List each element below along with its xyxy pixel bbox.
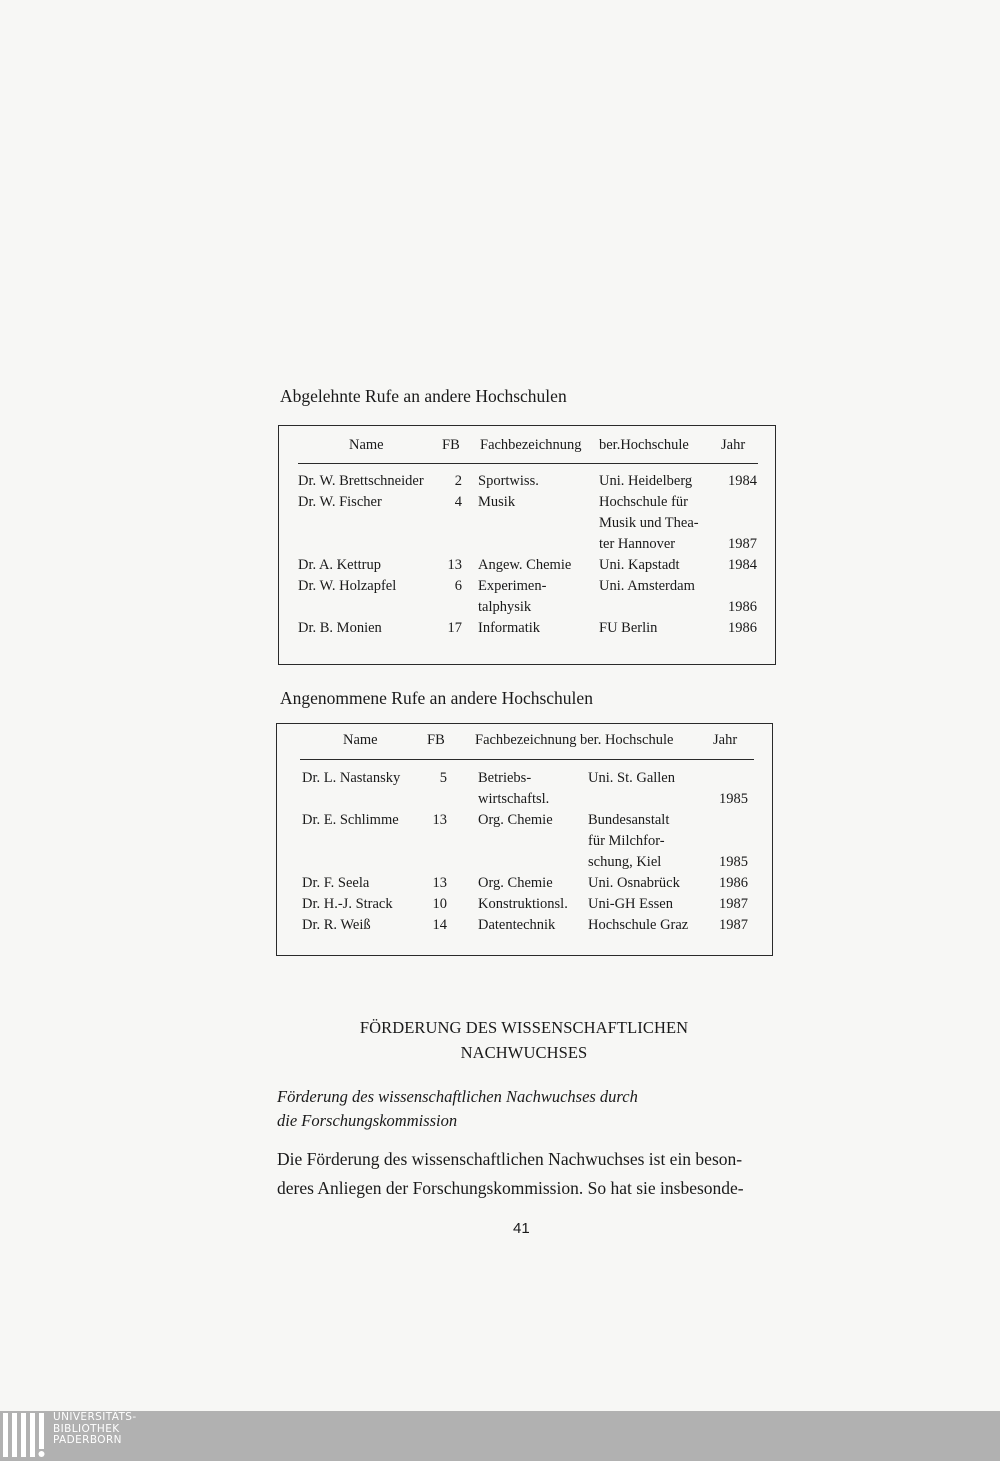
cell-hochschule: FU Berlin [599,620,658,636]
cell-fach: Konstruktionsl. [478,896,568,912]
cell-fach: Musik [478,494,516,510]
cell-fb: 14 [432,917,447,933]
cell-hochschule: Uni-GH Essen [588,896,673,912]
cell-fach: Informatik [478,620,541,636]
cell-fach: Betriebs- [478,770,532,786]
table-row [298,555,758,576]
cell-hochschule: Musik und Thea- [599,515,699,531]
cell-name: Dr. B. Monien [298,620,382,636]
section-heading-line1: FÖRDERUNG DES WISSENSCHAFTLICHEN [359,1018,689,1037]
cell-fach: Angew. Chemie [478,557,572,573]
header-fach: Fachbezeichnung [475,732,577,748]
cell-fb: 2 [454,473,462,489]
cell-hochschule: ter Hannover [599,536,676,552]
table-row [302,873,754,894]
header-name: Name [349,437,384,453]
cell-fach: wirtschaftsl. [478,791,550,807]
library-logo-text [53,1412,137,1447]
subheading-line2: die Forschungskommission [277,1111,458,1130]
cell-jahr: 1987 [728,536,757,552]
logo-line-3: PADERBORN [53,1434,122,1446]
page-number: 41 [513,1220,530,1237]
body-line2: deres Anliegen der Forschungskommission. So hat sie insbesonde- [277,1178,744,1198]
table-row [302,810,754,873]
cell-jahr: 1984 [728,557,757,573]
table-row [302,915,754,936]
accepted-calls-title: Angenommene Rufe an andere Hochschulen [280,688,593,708]
cell-fb: 13 [432,875,447,891]
cell-jahr: 1986 [728,620,757,636]
cell-hochschule: Uni. Heidelberg [599,473,693,489]
cell-fach: Org. Chemie [478,812,553,828]
cell-fb: 4 [454,494,462,510]
cell-fb: 13 [432,812,447,828]
table-row [298,576,758,618]
cell-name: Dr. E. Schlimme [302,812,399,828]
cell-name: Dr. W. Holzapfel [298,578,397,594]
cell-hochschule: Uni. Kapstadt [599,557,680,573]
logo-line-2: BIBLIOTHEK [53,1422,120,1435]
cell-jahr: 1986 [719,875,748,891]
table-row [298,492,758,555]
cell-jahr: 1984 [728,473,757,489]
cell-fach: talphysik [478,599,532,615]
cell-jahr: 1987 [719,917,748,933]
header-hochschule: ber. Hochschule [580,732,674,748]
cell-hochschule: Bundesanstalt [588,812,670,828]
header-jahr: Jahr [713,732,738,748]
cell-fb: 13 [447,557,462,573]
header-rule [298,463,758,464]
rejected-calls-title: Abgelehnte Rufe an andere Hochschulen [280,386,567,406]
cell-hochschule: Uni. Osnabrück [588,875,680,891]
cell-jahr: 1985 [719,854,748,870]
cell-hochschule: Hochschule Graz [588,917,689,933]
cell-name: Dr. A. Kettrup [298,557,381,573]
body-line1: Die Förderung des wissenschaftlichen Nachwuchses ist ein beson- [277,1149,743,1169]
cell-fach: Datentechnik [478,917,556,933]
cell-hochschule: für Milchfor- [588,833,665,849]
cell-name: Dr. F. Seela [302,875,370,891]
cell-name: Dr. L. Nastansky [302,770,401,786]
cell-hochschule: Uni. Amsterdam [599,578,695,594]
section-heading-line2: NACHWUCHSES [460,1043,588,1062]
cell-fb: 17 [447,620,462,636]
cell-name: Dr. W. Fischer [298,494,382,510]
cell-jahr: 1985 [719,791,748,807]
table-row [298,618,758,639]
cell-fach: Sportwiss. [478,473,539,489]
table-row [302,768,754,810]
cell-fach: Experimen- [478,578,547,594]
header-rule [300,759,754,760]
table-row [302,894,754,915]
cell-fb: 6 [454,578,462,594]
header-fb: FB [427,732,445,748]
cell-hochschule: Hochschule für [599,494,688,510]
logo-line-1: UNIVERSITÄTS- [53,1411,137,1423]
header-hochschule: ber.Hochschule [599,437,689,453]
library-logo-icon [3,1413,49,1457]
header-jahr: Jahr [721,437,746,453]
subheading-line1: Förderung des wissenschaftlichen Nachwuchses durch [277,1087,638,1106]
cell-name: Dr. H.-J. Strack [302,896,393,912]
table-row [298,471,758,492]
cell-fb: 5 [439,770,447,786]
cell-name: Dr. R. Weiß [302,917,371,933]
cell-fach: Org. Chemie [478,875,553,891]
library-footer-bar [0,1411,1000,1461]
cell-fb: 10 [432,896,447,912]
header-fach: Fachbezeichnung [480,437,582,453]
cell-hochschule: schung, Kiel [588,854,662,870]
cell-name: Dr. W. Brettschneider [298,473,424,489]
header-fb: FB [442,437,460,453]
cell-jahr: 1987 [719,896,748,912]
header-name: Name [343,732,378,748]
cell-hochschule: Uni. St. Gallen [588,770,675,786]
cell-jahr: 1986 [728,599,757,615]
